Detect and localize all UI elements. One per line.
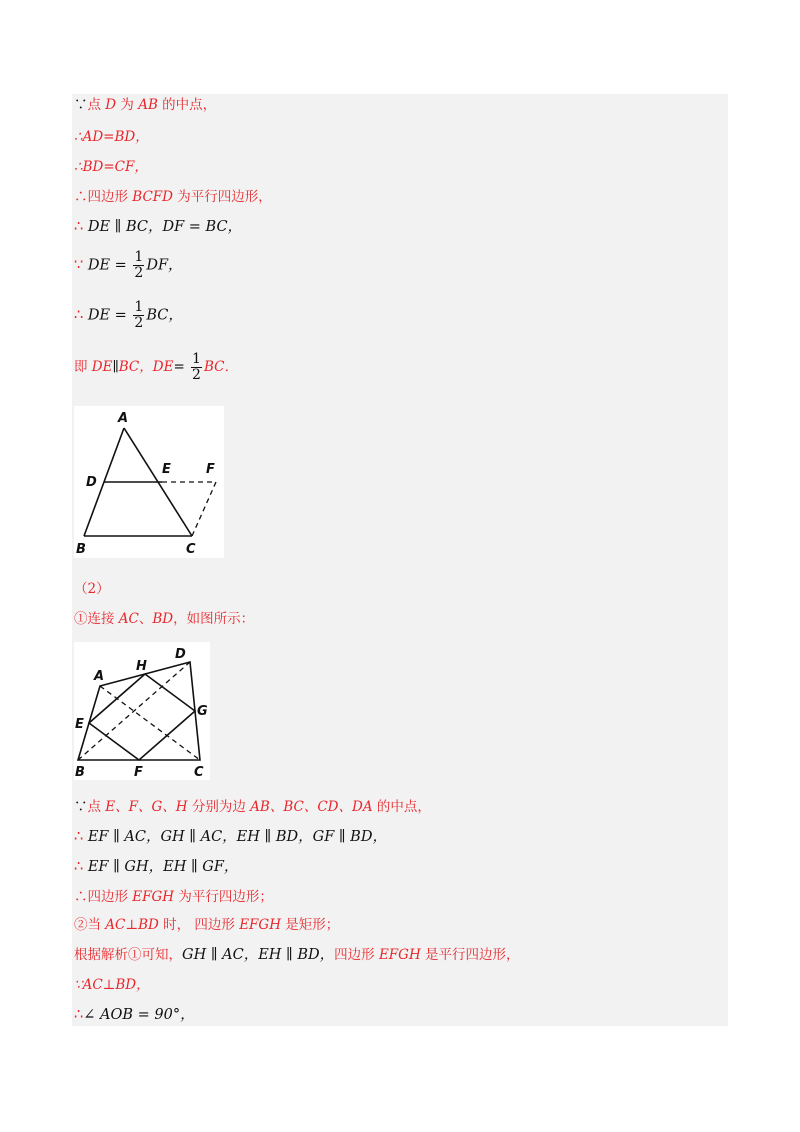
text: 为平行四边形； — [174, 889, 273, 905]
text: DE ∥ BC，DF = BC， — [83, 219, 243, 235]
text: ∴四边形 — [74, 189, 133, 205]
figure-2-quadrilateral — [74, 642, 210, 780]
because-symbol: ∵ — [74, 97, 88, 113]
text: 点 — [87, 799, 106, 815]
text: DE — [152, 359, 174, 375]
triangle-diagram — [74, 406, 224, 558]
because-symbol: ∵ — [74, 257, 84, 274]
text: DE = — [83, 257, 127, 274]
text: 为 — [116, 97, 139, 113]
text: ②当 — [74, 917, 106, 933]
label-A: A — [94, 669, 105, 684]
text: EFGH — [132, 889, 175, 905]
text: 四边形 — [334, 947, 379, 963]
text: D — [105, 97, 117, 113]
text: BCFD — [132, 189, 173, 205]
text: DF， — [146, 257, 183, 274]
quadrilateral-diagram — [74, 642, 210, 780]
text: BC， — [118, 359, 153, 375]
text: EFGH — [378, 947, 421, 963]
therefore-symbol: ∴ — [74, 859, 84, 875]
text: 2 — [192, 367, 201, 383]
line-8 — [74, 352, 238, 383]
text: 1 — [192, 351, 201, 367]
diagonal-AC — [100, 686, 200, 760]
label-G: G — [197, 704, 208, 719]
label-F: F — [134, 765, 143, 780]
line-13 — [74, 858, 238, 876]
label-F: F — [206, 462, 215, 477]
text: ①连接 — [74, 611, 119, 627]
label-H: H — [136, 659, 147, 674]
segment-FC-dashed — [192, 482, 216, 536]
text: 时， 四边形 — [158, 917, 240, 933]
text: AB — [138, 97, 158, 113]
text: 2 — [134, 315, 144, 331]
text: GH ∥ AC，EH ∥ BD， — [182, 947, 335, 963]
line-16 — [74, 946, 520, 964]
label-B: B — [76, 542, 86, 557]
text: BD — [152, 611, 174, 627]
text: 点 — [87, 97, 106, 113]
text: 根据解析①可知， — [74, 947, 182, 963]
text: 为平行四边形， — [173, 189, 272, 205]
text: 2 — [134, 265, 144, 281]
text: 1 — [134, 299, 144, 315]
text: ∥ — [112, 359, 119, 375]
line-5 — [74, 218, 242, 236]
text: EF ∥ AC，GH ∥ AC，EH ∥ BD，GF ∥ BD， — [83, 829, 387, 845]
label-E: E — [162, 462, 171, 477]
because-symbol: ∵ — [74, 799, 88, 815]
text: EFGH — [239, 917, 281, 933]
text: AC⊥BD — [105, 917, 159, 933]
text: ∴四边形 — [74, 889, 133, 905]
line-14 — [74, 888, 273, 906]
text: 分别为边 — [187, 799, 251, 815]
text: 、 — [138, 611, 153, 627]
line-12 — [74, 828, 387, 846]
label-D: D — [175, 647, 186, 662]
label-D: D — [86, 475, 97, 490]
part-2-heading: （2） — [74, 581, 110, 597]
line-6 — [74, 250, 183, 281]
fraction — [133, 300, 144, 331]
line-1 — [74, 96, 216, 114]
line-4 — [74, 188, 272, 206]
line-3: ∴BD=CF， — [74, 159, 148, 175]
text: DE — [91, 359, 113, 375]
text: AB、BC、CD、DA — [250, 799, 373, 815]
therefore-symbol: ∴ — [74, 219, 84, 235]
text: 即 — [74, 359, 92, 375]
text: BC． — [203, 359, 238, 375]
text: DE = — [83, 307, 127, 324]
line-7 — [74, 300, 183, 331]
text: 是平行四边形， — [420, 947, 520, 963]
label-E: E — [75, 717, 84, 732]
text: EF ∥ GH，EH ∥ GF， — [83, 859, 239, 875]
text: 是矩形； — [280, 917, 340, 933]
fraction — [191, 352, 202, 383]
line-18 — [74, 1006, 195, 1024]
text: 的中点， — [372, 799, 431, 815]
label-C: C — [194, 765, 204, 780]
label-A: A — [118, 411, 129, 426]
text: ∠ AOB = 90°， — [83, 1007, 195, 1023]
text: E、F、G、H — [105, 799, 188, 815]
text: 1 — [134, 249, 144, 265]
line-11 — [74, 798, 431, 816]
parallelogram-EFGH — [89, 674, 195, 760]
fraction — [133, 250, 144, 281]
text: 的中点， — [157, 97, 217, 113]
figure-1-triangle — [74, 406, 224, 558]
therefore-symbol: ∴ — [74, 1007, 84, 1023]
line-17: ∵AC⊥BD， — [74, 977, 150, 993]
line-15 — [74, 916, 339, 934]
text: = — [173, 359, 185, 375]
label-C: C — [186, 542, 196, 557]
text: BC， — [146, 307, 183, 324]
therefore-symbol: ∴ — [74, 307, 84, 324]
therefore-symbol: ∴ — [74, 829, 84, 845]
text: AC — [118, 611, 139, 627]
line-10 — [74, 610, 254, 628]
text: ，如图所示： — [173, 611, 255, 627]
line-2: ∴AD=BD， — [74, 129, 149, 145]
label-B: B — [75, 765, 85, 780]
